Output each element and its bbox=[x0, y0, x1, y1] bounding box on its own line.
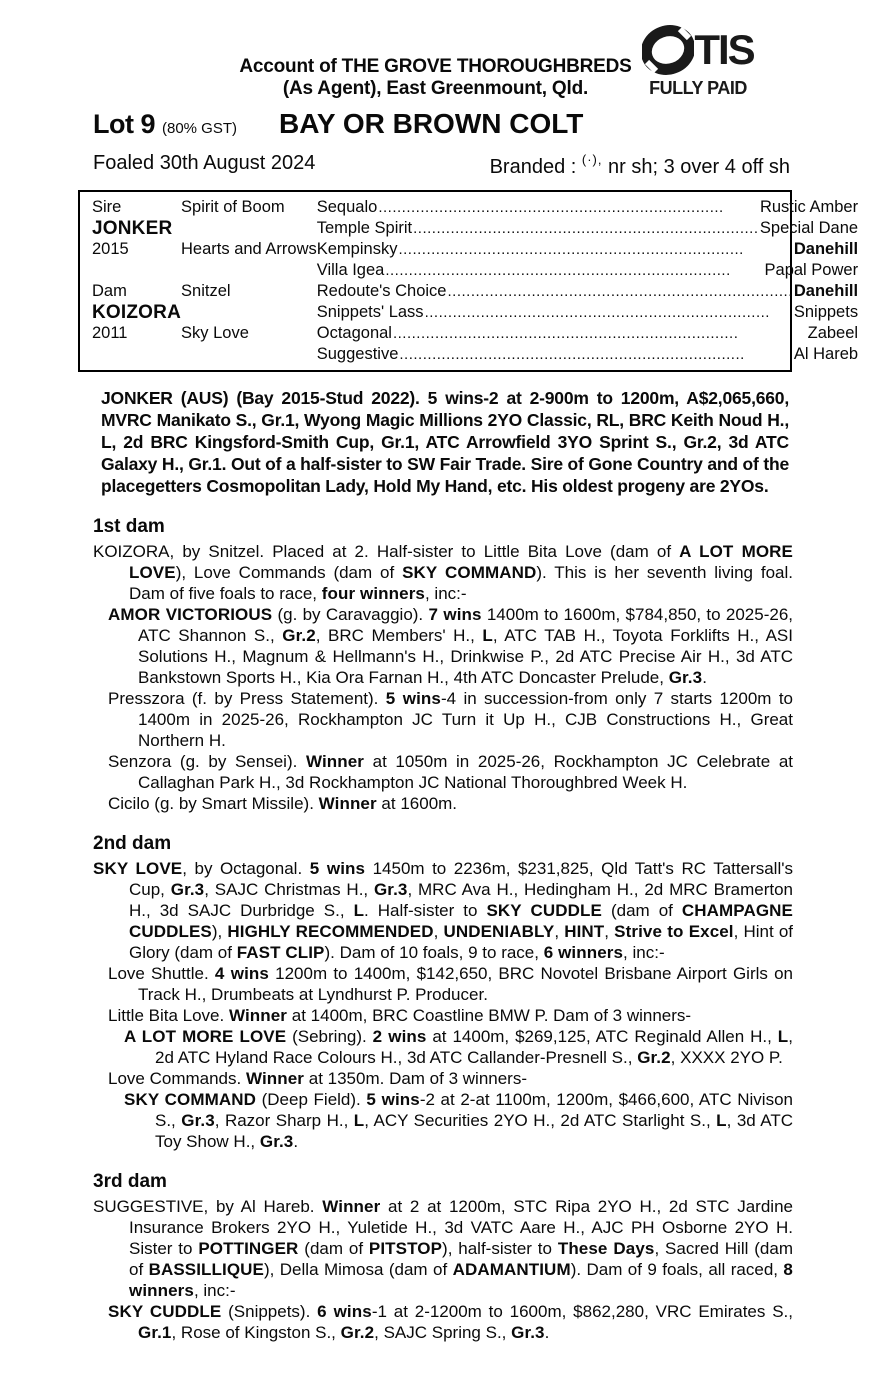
section-3rd-dam bbox=[93, 1171, 793, 1343]
gp-sire: Redoute's Choice bbox=[316, 282, 447, 300]
dam-dam: Sky Love bbox=[181, 324, 249, 342]
bold-name: SKY LOVE bbox=[93, 859, 183, 878]
leader-dots bbox=[398, 239, 792, 260]
pedigree-paragraph: SUGGESTIVE, by Al Hareb. Winner at 2 at 1200m, STC Ripa 2YO H., 2d STC Jardine Insurance Brokers 2YO H., Yuletide H., 3d VATC Aare H., AJC PH Osborne 2YO H. Sister to POTTINGER (dam of PITSTOP), half-sister to These Days, Sacred Hill (dam of BASSILLIQUE), Della Mimosa (dam of ADAMANTIUM). Dam of 9 foals, all raced, 8 winners, inc:- bbox=[93, 1197, 793, 1300]
gp-dam: Danehill bbox=[793, 240, 859, 258]
bold-name: L bbox=[777, 1027, 789, 1046]
bold-name: Gr.2 bbox=[282, 626, 316, 645]
bold-name: AMOR VICTORIOUS bbox=[108, 605, 273, 624]
pedigree-col-horse bbox=[92, 197, 181, 365]
bold-name: 8 winners bbox=[129, 1260, 793, 1300]
sire-name: JONKER bbox=[92, 218, 173, 239]
gp-dam: Rustic Amber bbox=[759, 198, 859, 216]
pedigree-table bbox=[78, 190, 859, 372]
pedigree-body bbox=[93, 516, 793, 1343]
otis-o-icon bbox=[642, 24, 694, 76]
pedigree-paragraph: SKY CUDDLE (Snippets). 6 wins-1 at 2-1200m to 1600m, $862,280, VRC Emirates S., Gr.1, Rose of Kingston S., Gr.2, SAJC Spring S., Gr.3. bbox=[108, 1302, 793, 1342]
otis-logo-text: TIS bbox=[694, 26, 754, 73]
bold-name: 5 wins bbox=[385, 689, 441, 708]
bold-name: BASSILLIQUE bbox=[148, 1260, 264, 1279]
gp-dam: Al Hareb bbox=[793, 345, 859, 363]
leader-dots bbox=[378, 197, 759, 218]
gp-sire: Octagonal bbox=[316, 324, 392, 342]
sire-dam: Hearts and Arrows bbox=[181, 240, 317, 258]
fully-paid-label: FULLY PAID bbox=[649, 78, 747, 98]
grandparent-row bbox=[317, 218, 858, 239]
branded-info bbox=[490, 152, 790, 179]
dam-name: KOIZORA bbox=[92, 302, 182, 323]
dam-sire: Snitzel bbox=[181, 282, 231, 300]
bold-name: Gr.2 bbox=[637, 1048, 671, 1067]
pedigree-col-parents bbox=[181, 197, 317, 365]
gp-dam: Zabeel bbox=[807, 324, 859, 342]
grandparent-row bbox=[317, 302, 858, 323]
bold-name: HINT bbox=[564, 922, 605, 941]
pedigree-paragraph: KOIZORA, by Snitzel. Placed at 2. Half-sister to Little Bita Love (dam of A LOT MORE LOVE), Love Commands (dam of SKY COMMAND). This is her seventh living foal. Dam of five foals to race, four winners, inc:- bbox=[93, 542, 793, 603]
pedigree-paragraph: Cicilo (g. by Smart Missile). Winner at 1600m. bbox=[108, 794, 458, 813]
bold-name: L bbox=[716, 1111, 727, 1130]
bold-name: SKY COMMAND bbox=[124, 1090, 257, 1109]
pedigree-paragraph: A LOT MORE LOVE (Sebring). 2 wins at 1400m, $269,125, ATC Reginald Allen H., L, 2d ATC Hyland Race Colours H., 3d ATC Callander-Presnell S., Gr.2, XXXX 2YO P. bbox=[124, 1027, 793, 1067]
bold-name: Winner bbox=[305, 752, 365, 771]
bold-name: FAST CLIP bbox=[236, 943, 325, 962]
gp-sire: Suggestive bbox=[316, 345, 399, 363]
foal-row bbox=[93, 152, 790, 179]
gp-dam: Danehill bbox=[793, 282, 859, 300]
section-heading: 1st dam bbox=[93, 516, 165, 537]
bold-name: 6 wins bbox=[317, 1302, 372, 1321]
spacer bbox=[181, 218, 317, 239]
pedigree-paragraph: SKY COMMAND (Deep Field). 5 wins-2 at 2-at 1100m, 1200m, $466,600, ATC Nivison S., Gr.3, Razor Sharp H., L, ACY Securities 2YO H., 2d ATC Starlight S., L, 3d ATC Toy Show H., Gr.3. bbox=[124, 1090, 793, 1151]
sire-sire: Spirit of Boom bbox=[181, 198, 285, 216]
brand-mark-icon: (·), bbox=[581, 152, 603, 167]
gp-sire: Kempinsky bbox=[316, 240, 398, 258]
vendor-account-line1: Account of THE GROVE THOROUGHBREDS bbox=[239, 56, 632, 77]
section-1st-dam bbox=[93, 516, 793, 814]
leader-dots bbox=[447, 281, 792, 302]
pedigree-paragraph: JONKER (AUS) (Bay 2015-Stud 2022). 5 wins-2 at 2-900m to 1200m, A$2,065,660, MVRC Manikato S., Gr.1, Wyong Magic Millions 2YO Classic, RL, BRC Keith Noud H., L, 2d BRC Kingsford-Smith Cup, Gr.1, ATC Arrowfield 3YO Sprint S., Gr.2, 3d ATC Galaxy H., Gr.1. Out of a half-sister to SW Fair Trade. Sire of Gone Country and of the placegetters Cosmopolitan Lady, Hold My Hand, etc. His oldest progeny are 2YOs. bbox=[101, 388, 789, 496]
section-paragraphs bbox=[93, 541, 793, 814]
gp-dam: Special Dane bbox=[759, 219, 859, 237]
section-paragraphs bbox=[93, 858, 793, 1152]
vendor-account-line2: (As Agent), East Greenmount, Qld. bbox=[282, 78, 589, 99]
foaled-date: Foaled 30th August 2024 bbox=[93, 152, 316, 174]
pedigree-paragraph: SKY LOVE, by Octagonal. 5 wins 1450m to 2236m, $231,825, Qld Tatt's RC Tattersall's Cup, Gr.3, SAJC Christmas H., Gr.3, MRC Ava H., Hedingham H., 2d MRC Bramerton H., 3d SAJC Durbridge S., L. Half-sister to SKY CUDDLE (dam of CHAMPAGNE CUDDLES), HIGHLY RECOMMENDED, UNDENIABLY, HINT, Strive to Excel, Hint of Glory (dam of FAST CLIP). Dam of 10 foals, 9 to race, 6 winners, inc:- bbox=[93, 859, 794, 962]
bold-name: Gr.3 bbox=[181, 1111, 215, 1130]
gp-dam: Snippets bbox=[793, 303, 859, 321]
pedigree-paragraph: Love Commands. Winner at 1350m. Dam of 3 winners- bbox=[108, 1069, 527, 1088]
grandparent-row bbox=[317, 344, 858, 365]
pedigree-paragraph: Little Bita Love. Winner at 1400m, BRC Coastline BMW P. Dam of 3 winners- bbox=[108, 1006, 692, 1025]
pedigree-paragraph: Senzora (g. by Sensei). Winner at 1050m in 2025-26, Rockhampton JC Celebrate at Callaghan Park H., 3d Rockhampton JC National Thoroughbred Week H. bbox=[108, 752, 794, 792]
otis-logo bbox=[639, 24, 757, 99]
bold-name: Gr.1 bbox=[138, 1323, 172, 1342]
lot-row bbox=[93, 108, 791, 140]
bold-name: Winner bbox=[318, 794, 377, 813]
page-title: BAY OR BROWN COLT bbox=[279, 108, 584, 139]
bold-name: Gr.3 bbox=[511, 1323, 545, 1342]
gp-sire: Snippets' Lass bbox=[316, 303, 424, 321]
spacer bbox=[181, 302, 317, 323]
bold-name: Gr.3 bbox=[170, 880, 205, 899]
bold-name: L bbox=[353, 1111, 365, 1130]
leader-dots bbox=[399, 344, 792, 365]
section-heading: 2nd dam bbox=[93, 833, 172, 854]
grandparent-row bbox=[317, 260, 858, 281]
bold-name: Strive to Excel bbox=[614, 922, 734, 941]
bold-name: HIGHLY RECOMMENDED bbox=[227, 922, 434, 941]
pedigree-col-grandparents bbox=[317, 197, 858, 365]
sire-year: 2015 bbox=[92, 240, 129, 258]
grandparent-row bbox=[317, 239, 858, 260]
bold-name: A LOT MORE LOVE bbox=[124, 1027, 287, 1046]
bold-name: Winner bbox=[322, 1197, 381, 1216]
bold-name: 5 wins bbox=[366, 1090, 420, 1109]
bold-name: Gr.3 bbox=[259, 1132, 294, 1151]
bold-name: Gr.2 bbox=[340, 1323, 375, 1342]
spacer bbox=[181, 260, 317, 281]
spacer bbox=[92, 260, 181, 281]
bold-name: 4 wins bbox=[214, 964, 269, 983]
grandparent-row bbox=[317, 281, 858, 302]
section-heading: 3rd dam bbox=[93, 1171, 167, 1192]
otis-logo-mark bbox=[639, 24, 757, 76]
section-2nd-dam bbox=[93, 833, 793, 1152]
leader-dots bbox=[393, 323, 807, 344]
gst-note: (80% GST) bbox=[162, 120, 238, 137]
bold-name: These Days bbox=[557, 1239, 655, 1258]
dam-label: Dam bbox=[92, 282, 127, 300]
bold-name: CHAMPAGNE CUDDLES bbox=[129, 901, 793, 941]
bold-name: 2 wins bbox=[372, 1027, 427, 1046]
bold-name: A LOT MORE LOVE bbox=[129, 542, 793, 582]
grandparent-row bbox=[317, 323, 858, 344]
leader-dots bbox=[413, 218, 759, 239]
section-paragraphs bbox=[93, 1196, 793, 1343]
pedigree-paragraph: Love Shuttle. 4 wins 1200m to 1400m, $142,650, BRC Novotel Brisbane Airport Girls on Track H., Drumbeats at Lyndhurst P. Producer. bbox=[108, 964, 793, 1004]
branded-text: nr sh; 3 over 4 off sh bbox=[602, 156, 790, 178]
pedigree-paragraph: Presszora (f. by Press Statement). 5 wins-4 in succession-from only 7 starts 1200m to 1400m in 2025-26, Rockhampton JC Turn it Up H., CJB Constructions H., Great Northern H. bbox=[108, 689, 793, 750]
bold-name: Gr.3 bbox=[373, 880, 408, 899]
gp-sire: Villa Igea bbox=[316, 261, 385, 279]
bold-name: Gr.3 bbox=[668, 668, 703, 687]
bold-name: 6 winners bbox=[543, 943, 624, 962]
bold-name: 5 wins bbox=[309, 859, 366, 878]
dam-year: 2011 bbox=[92, 324, 128, 342]
lot-number: Lot 9 bbox=[93, 109, 155, 139]
gp-sire: Sequalo bbox=[316, 198, 378, 216]
grandparent-row bbox=[317, 197, 858, 218]
bold-name: 7 wins bbox=[428, 605, 482, 624]
bold-name: ADAMANTIUM bbox=[452, 1260, 571, 1279]
bold-name: L bbox=[482, 626, 493, 645]
gp-sire: Temple Spirit bbox=[316, 219, 413, 237]
bold-name: POTTINGER bbox=[198, 1239, 299, 1258]
bold-name: UNDENIABLY bbox=[443, 922, 555, 941]
bold-name: Winner bbox=[245, 1069, 305, 1088]
sire-note bbox=[101, 387, 789, 497]
bold-name: L bbox=[353, 901, 365, 920]
gp-dam: Papal Power bbox=[764, 261, 859, 279]
branded-prefix: Branded : bbox=[489, 156, 582, 178]
bold-name: SKY CUDDLE bbox=[108, 1302, 222, 1321]
bold-name: SKY CUDDLE bbox=[486, 901, 602, 920]
bold-name: SKY COMMAND bbox=[402, 563, 537, 582]
leader-dots bbox=[385, 260, 763, 281]
bold-name: four winners bbox=[321, 584, 425, 603]
pedigree-paragraph: AMOR VICTORIOUS (g. by Caravaggio). 7 wins 1400m to 1600m, $784,850, to 2025-26, ATC Shannon S., Gr.2, BRC Members' H., L, ATC TAB H., Toyota Forklifts H., ASI Solutions H., Magnum & Hellmann's H., Drinkwise P., 2d ATC Precise Air H., 3d ATC Bankstown Sports H., Kia Ora Farnan H., 4th ATC Doncaster Prelude, Gr.3. bbox=[108, 605, 793, 687]
leader-dots bbox=[425, 302, 793, 323]
bold-name: Winner bbox=[228, 1006, 288, 1025]
sire-label: Sire bbox=[92, 198, 122, 216]
bold-name: PITSTOP bbox=[368, 1239, 443, 1258]
